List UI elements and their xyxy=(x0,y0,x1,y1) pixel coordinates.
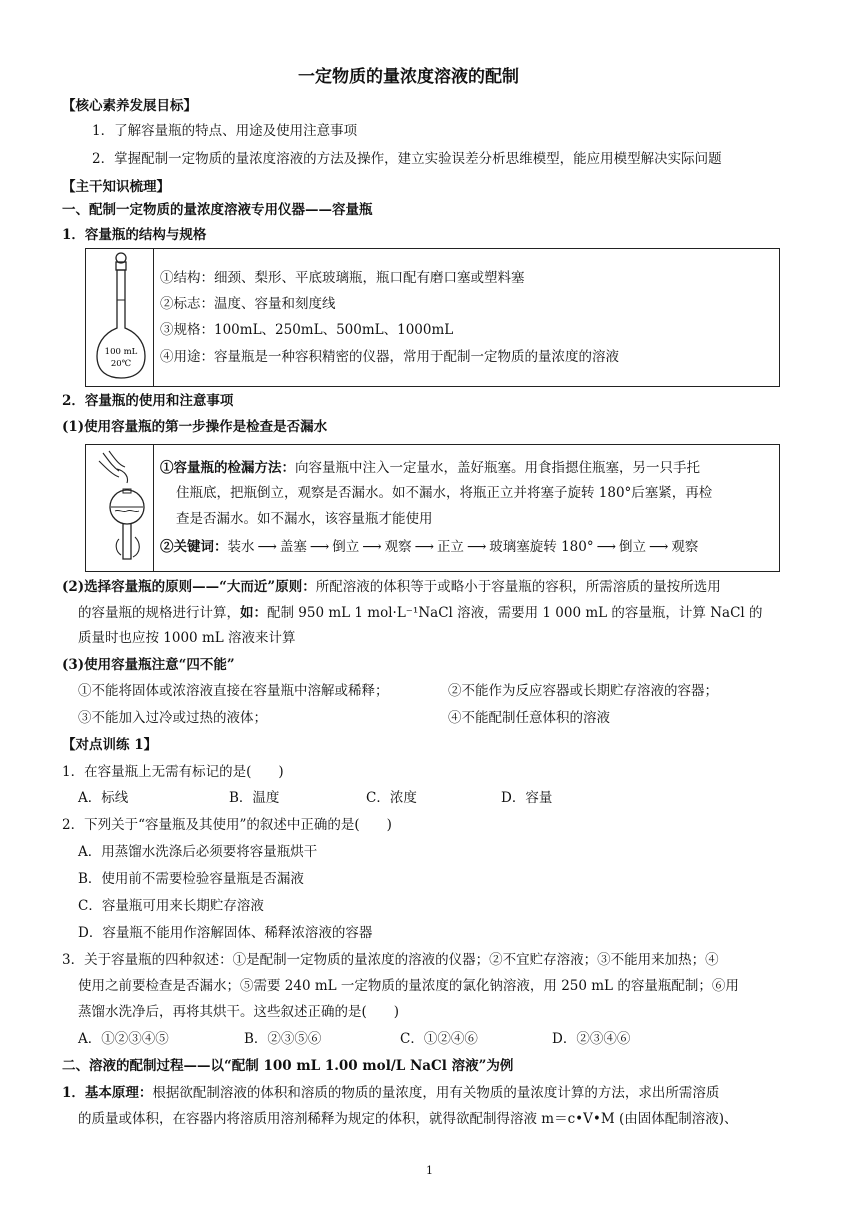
rule-2: ②不能作为反应容器或长期贮存溶液的容器； xyxy=(448,683,718,699)
subsection-2-text-2: 的容量瓶的规格进行计算， xyxy=(78,605,240,621)
question-1: 1．在容量瓶上无需有标记的是( ) xyxy=(62,764,284,780)
subsection-2-line-2 xyxy=(78,604,763,622)
rule-4: ④不能配制任意体积的溶液 xyxy=(448,710,610,726)
arrow-right-icon: ⟶ xyxy=(309,539,330,555)
basic-principle-line-1 xyxy=(62,1084,719,1102)
box1-line-2: ②标志：温度、容量和刻度线 xyxy=(160,296,336,312)
leak-check-hand-icon xyxy=(89,447,153,569)
step-4: 观察 xyxy=(384,539,412,555)
box2-divider xyxy=(153,444,154,571)
step-2: 盖塞 xyxy=(279,539,307,555)
leak-check-method-label: ①容量瓶的检漏方法： xyxy=(160,460,295,476)
step-6: 玻璃塞旋转 180° xyxy=(489,539,594,555)
arrow-right-icon: ⟶ xyxy=(648,539,669,555)
box1-line-3: ③规格：100mL、250mL、500mL、1000mL xyxy=(160,322,454,338)
box2-line-3: 查是否漏水。如不漏水，该容量瓶才能使用 xyxy=(176,511,433,527)
q1-option-a: A．标线 xyxy=(78,790,129,806)
q3-option-b: B．②③⑤⑥ xyxy=(244,1031,322,1047)
arrow-right-icon: ⟶ xyxy=(596,539,616,555)
subsection-2-text: 所配溶液的体积等于或略小于容量瓶的容积，所需溶质的量按所选用 xyxy=(315,579,721,595)
section-2-heading: 二、溶液的配制过程——以“配制 100 mL 1.00 mol/L NaCl 溶液”为例 xyxy=(62,1058,514,1074)
step-5: 正立 xyxy=(436,539,464,555)
subsection-2-text-3: 配制 950 mL 1 mol·L⁻¹NaCl 溶液，需要用 1 000 mL 的容量瓶，计算 NaCl 的 xyxy=(267,605,763,621)
arrow-right-icon: ⟶ xyxy=(257,539,277,555)
arrow-right-icon: ⟶ xyxy=(362,539,382,555)
volumetric-flask-icon xyxy=(88,250,154,384)
basic-principle-text: 根据欲配制溶液的体积和溶质的物质的量浓度，用有关物质的量浓度计算的方法，求出所需溶质 xyxy=(152,1085,720,1101)
subsection-3: (3)使用容量瓶注意“四不能” xyxy=(62,657,235,673)
box1-line-4: ④用途：容量瓶是一种容积精密的仪器，常用于配制一定物质的量浓度的溶液 xyxy=(160,349,619,365)
page-number: 1 xyxy=(426,1164,433,1177)
heading-knowledge: 【主干知识梳理】 xyxy=(62,179,170,195)
step-3: 倒立 xyxy=(332,539,360,555)
heading-training: 【对点训练 1】 xyxy=(62,737,158,753)
q2-option-a: A．用蒸馏水洗涤后必须要将容量瓶烘干 xyxy=(78,844,318,860)
heading-goals: 【核心素养发展目标】 xyxy=(62,98,197,114)
box2-line-2: 住瓶底，把瓶倒立，观察是否漏水。如不漏水，将瓶正立并将塞子旋转 180°后塞紧，再检 xyxy=(176,485,713,501)
box2-line-1 xyxy=(160,459,700,477)
rule-3: ③不能加入过冷或过热的液体； xyxy=(78,710,267,726)
basic-principle-label: 1．基本原理： xyxy=(62,1085,153,1101)
q3-option-c: C．①②④⑥ xyxy=(400,1031,478,1047)
example-label: 如： xyxy=(240,605,267,621)
step-1: 装水 xyxy=(227,539,255,555)
q3-option-a: A．①②③④⑤ xyxy=(78,1031,169,1047)
question-3-line-2: 使用之前要检查是否漏水；⑤需要 240 mL 一定物质的量浓度的氯化钠溶液，用 250 mL 的容量瓶配制；⑥用 xyxy=(78,978,739,994)
step-8: 观察 xyxy=(671,539,699,555)
question-2: 2．下列关于“容量瓶及其使用”的叙述中正确的是( ) xyxy=(62,817,392,833)
goal-1: 1．了解容量瓶的特点、用途及使用注意事项 xyxy=(92,123,358,139)
q1-option-b: B．温度 xyxy=(229,790,280,806)
keyword-label: ②关键词： xyxy=(160,539,228,555)
goal-2: 2．掌握配制一定物质的量浓度溶液的方法及操作，建立实验误差分析思维模型，能应用模型解决实际问题 xyxy=(92,151,722,167)
subsection-2-line-3: 质量时也应按 1000 mL 溶液来计算 xyxy=(78,630,296,646)
section-1-heading: 一、配制一定物质的量浓度溶液专用仪器——容量瓶 xyxy=(62,202,373,218)
basic-principle-line-2: 的质量或体积，在容器内将溶质用溶剂稀释为规定的体积，就得欲配制得溶液 m＝c•V•M (由固体配制溶液)、 xyxy=(78,1111,738,1127)
question-3-line-1: 3．关于容量瓶的四种叙述：①是配制一定物质的量浓度的溶液的仪器；②不宜贮存溶液；③不能用来加热；④ xyxy=(62,952,719,968)
page-title: 一定物质的量浓度溶液的配制 xyxy=(298,67,519,87)
flask-label-volume: 100 mL xyxy=(104,347,138,357)
arrow-right-icon: ⟶ xyxy=(466,539,487,555)
q2-option-d: D．容量瓶不能用作溶解固体、稀释浓溶液的容器 xyxy=(78,925,373,941)
q1-option-d: D．容量 xyxy=(501,790,553,806)
question-3-line-3: 蒸馏水洗净后，再将其烘干。这些叙述正确的是( ) xyxy=(78,1004,400,1020)
rule-1: ①不能将固体或浓溶液直接在容量瓶中溶解或稀释； xyxy=(78,683,389,699)
box1-line-1: ①结构：细颈、梨形、平底玻璃瓶，瓶口配有磨口塞或塑料塞 xyxy=(160,270,525,286)
q3-option-d: D．②③④⑥ xyxy=(552,1031,631,1047)
q1-option-c: C．浓度 xyxy=(366,790,417,806)
section-1-1-heading: 1．容量瓶的结构与规格 xyxy=(62,227,207,243)
arrow-right-icon: ⟶ xyxy=(414,539,434,555)
flask-label-temp: 20℃ xyxy=(110,359,132,369)
q2-option-b: B．使用前不需要检验容量瓶是否漏液 xyxy=(78,871,304,887)
keyword-flow xyxy=(160,538,698,556)
q2-option-c: C．容量瓶可用来长期贮存溶液 xyxy=(78,898,264,914)
subsection-1: (1)使用容量瓶的第一步操作是检查是否漏水 xyxy=(62,419,328,435)
section-1-2-heading: 2．容量瓶的使用和注意事项 xyxy=(62,393,234,409)
subsection-2-line-1 xyxy=(62,578,721,596)
leak-check-method-text: 向容量瓶中注入一定量水，盖好瓶塞。用食指摁住瓶塞，另一只手托 xyxy=(295,460,700,476)
subsection-2-label: (2)选择容量瓶的原则——“大而近”原则： xyxy=(62,579,316,595)
step-7: 倒立 xyxy=(618,539,646,555)
